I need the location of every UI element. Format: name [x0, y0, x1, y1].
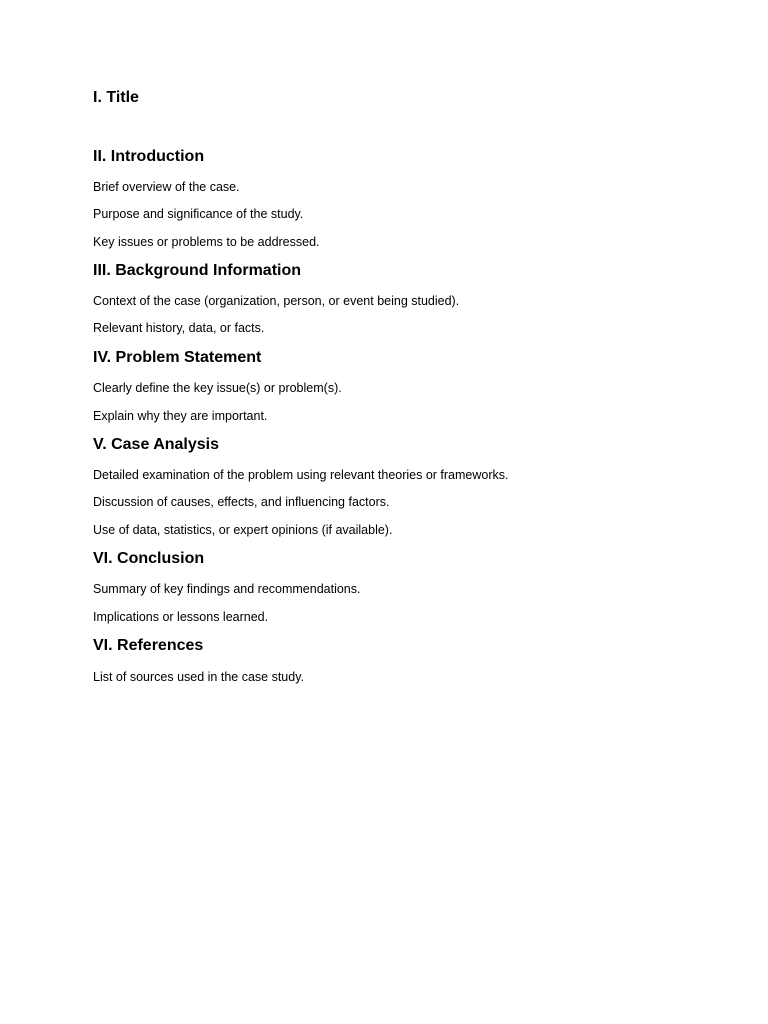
heading-case-analysis: V. Case Analysis: [93, 436, 220, 453]
references-line: List of sources used in the case study.: [93, 670, 304, 684]
conclusion-line: Summary of key findings and recommendations.: [93, 582, 361, 596]
problem-statement-line: Explain why they are important.: [93, 409, 268, 423]
case-analysis-line: Detailed examination of the problem using relevant theories or frameworks.: [93, 468, 509, 482]
case-analysis-line: Use of data, statistics, or expert opinions (if available).: [93, 523, 393, 537]
heading-title: I. Title: [93, 89, 139, 106]
heading-problem-statement: IV. Problem Statement: [93, 349, 262, 366]
introduction-line: Key issues or problems to be addressed.: [93, 235, 320, 249]
conclusion-line: Implications or lessons learned.: [93, 610, 269, 624]
heading-conclusion: VI. Conclusion: [93, 550, 205, 567]
problem-statement-line: Clearly define the key issue(s) or problem(s).: [93, 381, 342, 395]
background-line: Relevant history, data, or facts.: [93, 321, 265, 335]
introduction-line: Brief overview of the case.: [93, 180, 240, 194]
heading-references: VI. References: [93, 637, 204, 654]
case-analysis-line: Discussion of causes, effects, and influencing factors.: [93, 495, 390, 509]
background-line: Context of the case (organization, person, or event being studied).: [93, 294, 460, 308]
heading-introduction: II. Introduction: [93, 148, 205, 165]
introduction-line: Purpose and significance of the study.: [93, 207, 304, 221]
heading-background-information: III. Background Information: [93, 262, 302, 279]
